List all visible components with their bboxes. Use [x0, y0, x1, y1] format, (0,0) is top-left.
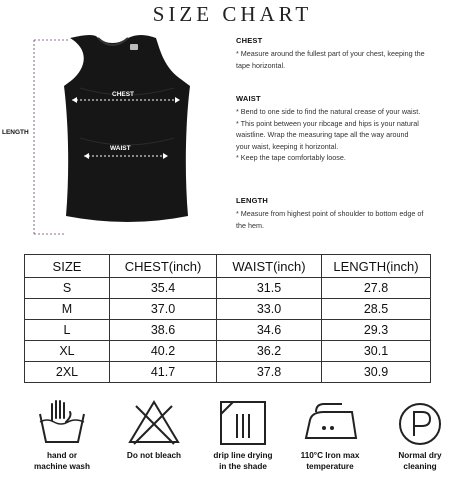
care-label: Do not bleach	[126, 451, 182, 460]
iron-icon	[290, 398, 370, 448]
no-bleach-icon	[114, 398, 194, 448]
size-table	[24, 254, 431, 383]
length-line: * Measure from highest point of shoulder to bottom edge of	[236, 209, 424, 218]
chest-instructions	[236, 36, 460, 71]
chest-heading: CHEST	[236, 36, 263, 45]
table-cell: 37.0	[110, 299, 217, 320]
table-row	[25, 362, 431, 383]
table-row	[25, 320, 431, 341]
waist-line: waistline. Wrap the measuring tape all the way around	[236, 130, 409, 139]
table-cell: 31.5	[217, 278, 322, 299]
table-row	[25, 278, 431, 299]
length-heading: LENGTH	[236, 196, 269, 205]
chest-line: * Measure around the fullest part of your chest, keeping the	[236, 49, 425, 58]
table-header-row	[25, 255, 431, 278]
chest-label: CHEST	[112, 91, 135, 98]
length-line: the hem.	[236, 220, 264, 230]
table-cell: 30.9	[322, 362, 431, 383]
table-cell: 28.5	[322, 299, 431, 320]
waist-heading: WAIST	[236, 94, 261, 103]
care-label: cleaning	[403, 462, 437, 471]
care-label: hand or	[46, 451, 78, 460]
table-cell: L	[25, 320, 110, 341]
table-cell: 35.4	[110, 278, 217, 299]
table-cell: XL	[25, 341, 110, 362]
care-label: temperature	[306, 462, 354, 471]
table-cell: 27.8	[322, 278, 431, 299]
care-label: drip line drying	[213, 451, 273, 460]
table-cell: S	[25, 278, 110, 299]
tank-top-shape	[64, 35, 190, 222]
table-cell: 30.1	[322, 341, 431, 362]
shirt-measurement-illustration	[0, 28, 232, 238]
length-label: LENGTH	[2, 129, 29, 136]
table-cell: 41.7	[110, 362, 217, 383]
waist-line: * Bend to one side to find the natural crease of your waist.	[236, 107, 421, 116]
table-row	[25, 299, 431, 320]
table-cell: 37.8	[217, 362, 322, 383]
hand-wash-icon	[22, 398, 102, 448]
table-cell: 34.6	[217, 320, 322, 341]
table-header-cell: LENGTH(inch)	[322, 255, 431, 278]
care-label: machine wash	[34, 462, 90, 471]
table-cell: 38.6	[110, 320, 217, 341]
drip-dry-shade-icon	[203, 398, 283, 448]
table-cell: 36.2	[217, 341, 322, 362]
table-cell: 29.3	[322, 320, 431, 341]
table-cell: 33.0	[217, 299, 322, 320]
waist-instructions	[236, 94, 460, 164]
care-label: 110°C Iron max	[300, 451, 360, 460]
waist-label: WAIST	[110, 145, 131, 152]
waist-line: your waist, keeping it horizontal.	[236, 141, 339, 151]
care-label: Normal dry	[398, 451, 442, 460]
table-header-cell: CHEST(inch)	[110, 255, 217, 278]
waist-line: * Keep the tape comfortably loose.	[236, 153, 346, 162]
care-label: in the shade	[219, 462, 267, 471]
chest-line: tape horizontal.	[236, 60, 286, 70]
table-cell: M	[25, 299, 110, 320]
table-row	[25, 341, 431, 362]
table-header-cell: SIZE	[25, 255, 110, 278]
page-title: SIZE CHART	[152, 2, 313, 26]
table-header-cell: WAIST(inch)	[217, 255, 322, 278]
length-instructions	[236, 196, 460, 231]
table-cell: 2XL	[25, 362, 110, 383]
waist-line: * This point between your ribcage and hips is your natural	[236, 118, 419, 128]
dry-clean-icon	[380, 398, 460, 448]
table-cell: 40.2	[110, 341, 217, 362]
